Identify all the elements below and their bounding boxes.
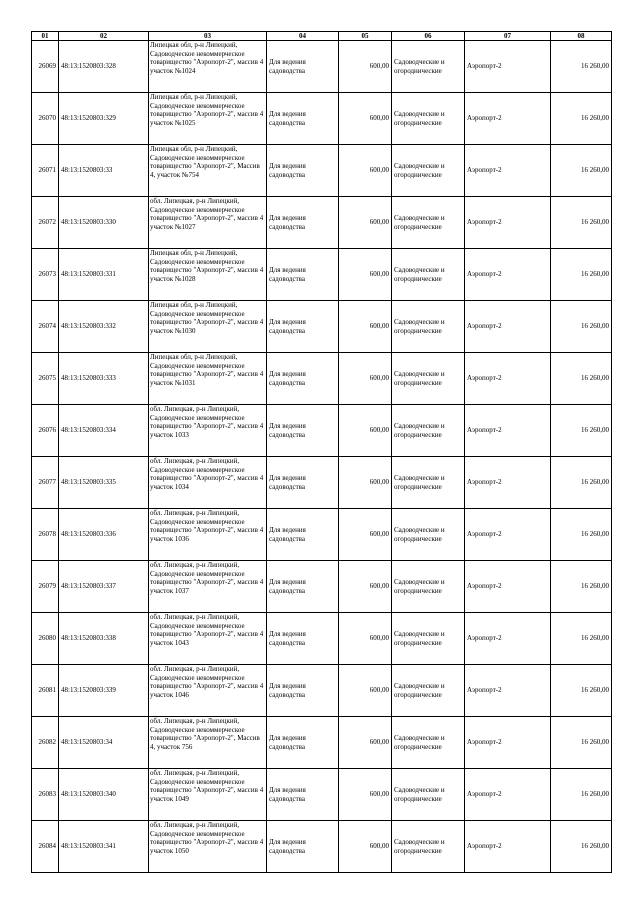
address-cell: [149, 249, 267, 301]
address-cell: [149, 93, 267, 145]
cadastral-value: 16 260,00: [551, 509, 612, 561]
address-cell: [149, 561, 267, 613]
address-cell: [149, 613, 267, 665]
area-value: 600,00: [339, 405, 392, 457]
address-cell: [149, 457, 267, 509]
header-cell: 03: [149, 32, 267, 41]
permitted-use: Для ведения садоводства: [267, 613, 339, 665]
table-row: [32, 665, 612, 717]
cadastral-value: 16 260,00: [551, 93, 612, 145]
header-cell: 05: [339, 32, 392, 41]
settlement-name: Аэропорт-2: [465, 613, 551, 665]
settlement-name: Аэропорт-2: [465, 509, 551, 561]
land-category: Садоводческие и огороднические: [392, 93, 465, 145]
cadastral-number: 48:13:1520803:331: [59, 249, 149, 301]
cadastral-number: 48:13:1520803:329: [59, 93, 149, 145]
settlement-name: Аэропорт-2: [465, 301, 551, 353]
address-cell: [149, 717, 267, 769]
cadastral-value: 16 260,00: [551, 717, 612, 769]
address-text: обл. Липецкая, р-н Липецкий, Садоводческое некоммерческое товарищество "Аэропорт-2", массив 4 участок 1037: [150, 561, 264, 595]
settlement-name: Аэропорт-2: [465, 93, 551, 145]
cadastral-number: 48:13:1520803:340: [59, 769, 149, 821]
settlement-name: Аэропорт-2: [465, 665, 551, 717]
header-cell: 04: [267, 32, 339, 41]
table-row: [32, 41, 612, 93]
address-text: Липецкая обл, р-н Липецкий, Садоводческое некоммерческое товарищество "Аэропорт-2", массив 4 участок №1030: [150, 301, 264, 335]
area-value: 600,00: [339, 301, 392, 353]
settlement-name: Аэропорт-2: [465, 197, 551, 249]
cadastral-value: 16 260,00: [551, 665, 612, 717]
header-cell: 06: [392, 32, 465, 41]
row-number: 26078: [32, 509, 59, 561]
cadastral-number: 48:13:1520803:328: [59, 41, 149, 93]
address-text: обл. Липецкая, р-н Липецкий, Садоводческое некоммерческое товарищество "Аэропорт-2", массив 4 участок 1034: [150, 457, 264, 491]
land-category: Садоводческие и огороднические: [392, 457, 465, 509]
table-row: [32, 301, 612, 353]
table-row: [32, 405, 612, 457]
permitted-use: Для ведения садоводства: [267, 665, 339, 717]
header-row: [32, 32, 612, 41]
area-value: 600,00: [339, 145, 392, 197]
address-text: обл. Липецкая, р-н Липецкий, Садоводческое некоммерческое товарищество "Аэропорт-2", массив 4 участок №1027: [150, 197, 264, 231]
area-value: 600,00: [339, 561, 392, 613]
settlement-name: Аэропорт-2: [465, 353, 551, 405]
row-number: 26075: [32, 353, 59, 405]
area-value: 600,00: [339, 509, 392, 561]
row-number: 26081: [32, 665, 59, 717]
row-number: 26072: [32, 197, 59, 249]
address-cell: [149, 665, 267, 717]
address-text: обл. Липецкая, р-н Липецкий, Садоводческое некоммерческое товарищество "Аэропорт-2", массив 4 участок 1043: [150, 613, 264, 647]
address-text: обл. Липецкая, р-н Липецкий, Садоводческое некоммерческое товарищество "Аэропорт-2", Массив 4, участок 756: [150, 717, 260, 751]
area-value: 600,00: [339, 821, 392, 873]
parcel-table: [31, 31, 612, 873]
document-page: [31, 31, 611, 873]
land-category: Садоводческие и огороднические: [392, 301, 465, 353]
permitted-use: Для ведения садоводства: [267, 301, 339, 353]
row-number: 26079: [32, 561, 59, 613]
cadastral-value: 16 260,00: [551, 405, 612, 457]
header-cell: 07: [465, 32, 551, 41]
land-category: Садоводческие и огороднические: [392, 197, 465, 249]
cadastral-value: 16 260,00: [551, 249, 612, 301]
cadastral-number: 48:13:1520803:335: [59, 457, 149, 509]
cadastral-number: 48:13:1520803:34: [59, 717, 149, 769]
cadastral-number: 48:13:1520803:33: [59, 145, 149, 197]
cadastral-value: 16 260,00: [551, 613, 612, 665]
land-category: Садоводческие и огороднические: [392, 249, 465, 301]
permitted-use: Для ведения садоводства: [267, 821, 339, 873]
address-text: обл. Липецкая, р-н Липецкий, Садоводческое некоммерческое товарищество "Аэропорт-2", массив 4 участок 1033: [150, 405, 264, 439]
address-text: обл. Липецкая, р-н Липецкий, Садоводческое некоммерческое товарищество "Аэропорт-2", массив 4 участок 1036: [150, 509, 264, 543]
settlement-name: Аэропорт-2: [465, 821, 551, 873]
settlement-name: Аэропорт-2: [465, 561, 551, 613]
cadastral-value: 16 260,00: [551, 145, 612, 197]
cadastral-value: 16 260,00: [551, 41, 612, 93]
address-cell: [149, 197, 267, 249]
row-number: 26077: [32, 457, 59, 509]
cadastral-number: 48:13:1520803:338: [59, 613, 149, 665]
cadastral-number: 48:13:1520803:333: [59, 353, 149, 405]
address-text: обл. Липецкая, р-н Липецкий, Садоводческое некоммерческое товарищество "Аэропорт-2", массив 4 участок 1050: [150, 821, 264, 855]
table-row: [32, 717, 612, 769]
address-text: Липецкая обл, р-н Липецкий, Садоводческое некоммерческое товарищество "Аэропорт-2", массив 4 участок №1031: [150, 353, 264, 387]
permitted-use: Для ведения садоводства: [267, 249, 339, 301]
settlement-name: Аэропорт-2: [465, 717, 551, 769]
address-text: Липецкая обл, р-н Липецкий, Садоводческое некоммерческое товарищество "Аэропорт-2", массив 4 участок №1025: [150, 93, 264, 127]
header-cell: 08: [551, 32, 612, 41]
cadastral-number: 48:13:1520803:334: [59, 405, 149, 457]
cadastral-number: 48:13:1520803:330: [59, 197, 149, 249]
row-number: 26071: [32, 145, 59, 197]
area-value: 600,00: [339, 613, 392, 665]
table-row: [32, 197, 612, 249]
address-cell: [149, 145, 267, 197]
area-value: 600,00: [339, 353, 392, 405]
permitted-use: Для ведения садоводства: [267, 717, 339, 769]
address-cell: [149, 509, 267, 561]
area-value: 600,00: [339, 197, 392, 249]
permitted-use: Для ведения садоводства: [267, 353, 339, 405]
settlement-name: Аэропорт-2: [465, 145, 551, 197]
address-text: Липецкая обл, р-н Липецкий, Садоводческое некоммерческое товарищество "Аэропорт-2", массив 4 участок №1028: [150, 249, 264, 283]
land-category: Садоводческие и огороднические: [392, 821, 465, 873]
settlement-name: Аэропорт-2: [465, 769, 551, 821]
cadastral-number: 48:13:1520803:336: [59, 509, 149, 561]
header-cell: 02: [59, 32, 149, 41]
permitted-use: Для ведения садоводства: [267, 93, 339, 145]
area-value: 600,00: [339, 457, 392, 509]
row-number: 26076: [32, 405, 59, 457]
address-cell: [149, 405, 267, 457]
cadastral-value: 16 260,00: [551, 457, 612, 509]
header-cell: 01: [32, 32, 59, 41]
table-row: [32, 457, 612, 509]
table-row: [32, 613, 612, 665]
permitted-use: Для ведения садоводства: [267, 197, 339, 249]
table-row: [32, 821, 612, 873]
address-cell: [149, 41, 267, 93]
land-category: Садоводческие и огороднические: [392, 405, 465, 457]
row-number: 26069: [32, 41, 59, 93]
row-number: 26083: [32, 769, 59, 821]
permitted-use: Для ведения садоводства: [267, 769, 339, 821]
area-value: 600,00: [339, 93, 392, 145]
address-cell: [149, 353, 267, 405]
table-row: [32, 145, 612, 197]
permitted-use: Для ведения садоводства: [267, 145, 339, 197]
cadastral-value: 16 260,00: [551, 769, 612, 821]
land-category: Садоводческие и огороднические: [392, 665, 465, 717]
cadastral-value: 16 260,00: [551, 561, 612, 613]
area-value: 600,00: [339, 665, 392, 717]
row-number: 26082: [32, 717, 59, 769]
land-category: Садоводческие и огороднические: [392, 769, 465, 821]
table-row: [32, 509, 612, 561]
cadastral-value: 16 260,00: [551, 821, 612, 873]
cadastral-number: 48:13:1520803:339: [59, 665, 149, 717]
area-value: 600,00: [339, 249, 392, 301]
land-category: Садоводческие и огороднические: [392, 509, 465, 561]
land-category: Садоводческие и огороднические: [392, 145, 465, 197]
cadastral-number: 48:13:1520803:341: [59, 821, 149, 873]
land-category: Садоводческие и огороднические: [392, 41, 465, 93]
land-category: Садоводческие и огороднические: [392, 717, 465, 769]
settlement-name: Аэропорт-2: [465, 249, 551, 301]
permitted-use: Для ведения садоводства: [267, 509, 339, 561]
permitted-use: Для ведения садоводства: [267, 457, 339, 509]
land-category: Садоводческие и огороднические: [392, 613, 465, 665]
table-row: [32, 769, 612, 821]
permitted-use: Для ведения садоводства: [267, 41, 339, 93]
cadastral-value: 16 260,00: [551, 197, 612, 249]
cadastral-value: 16 260,00: [551, 301, 612, 353]
permitted-use: Для ведения садоводства: [267, 561, 339, 613]
settlement-name: Аэропорт-2: [465, 405, 551, 457]
table-row: [32, 93, 612, 145]
land-category: Садоводческие и огороднические: [392, 561, 465, 613]
row-number: 26084: [32, 821, 59, 873]
row-number: 26080: [32, 613, 59, 665]
table-row: [32, 249, 612, 301]
address-text: обл. Липецкая, р-н Липецкий, Садоводческое некоммерческое товарищество "Аэропорт-2", массив 4 участок 1046: [150, 665, 264, 699]
address-text: Липецкая обл, р-н Липецкий, Садоводческое некоммерческое товарищество "Аэропорт-2", Массив 4, участок №754: [150, 145, 260, 179]
address-cell: [149, 821, 267, 873]
address-text: Липецкая обл, р-н Липецкий, Садоводческое некоммерческое товарищество "Аэропорт-2", массив 4 участок №1024: [150, 41, 264, 75]
area-value: 600,00: [339, 717, 392, 769]
address-cell: [149, 769, 267, 821]
table-row: [32, 353, 612, 405]
area-value: 600,00: [339, 769, 392, 821]
settlement-name: Аэропорт-2: [465, 457, 551, 509]
table-row: [32, 561, 612, 613]
area-value: 600,00: [339, 41, 392, 93]
land-category: Садоводческие и огороднические: [392, 353, 465, 405]
row-number: 26073: [32, 249, 59, 301]
row-number: 26070: [32, 93, 59, 145]
row-number: 26074: [32, 301, 59, 353]
address-cell: [149, 301, 267, 353]
cadastral-value: 16 260,00: [551, 353, 612, 405]
cadastral-number: 48:13:1520803:332: [59, 301, 149, 353]
cadastral-number: 48:13:1520803:337: [59, 561, 149, 613]
permitted-use: Для ведения садоводства: [267, 405, 339, 457]
settlement-name: Аэропорт-2: [465, 41, 551, 93]
address-text: обл. Липецкая, р-н Липецкий, Садоводческое некоммерческое товарищество "Аэропорт-2", массив 4 участок 1049: [150, 769, 264, 803]
